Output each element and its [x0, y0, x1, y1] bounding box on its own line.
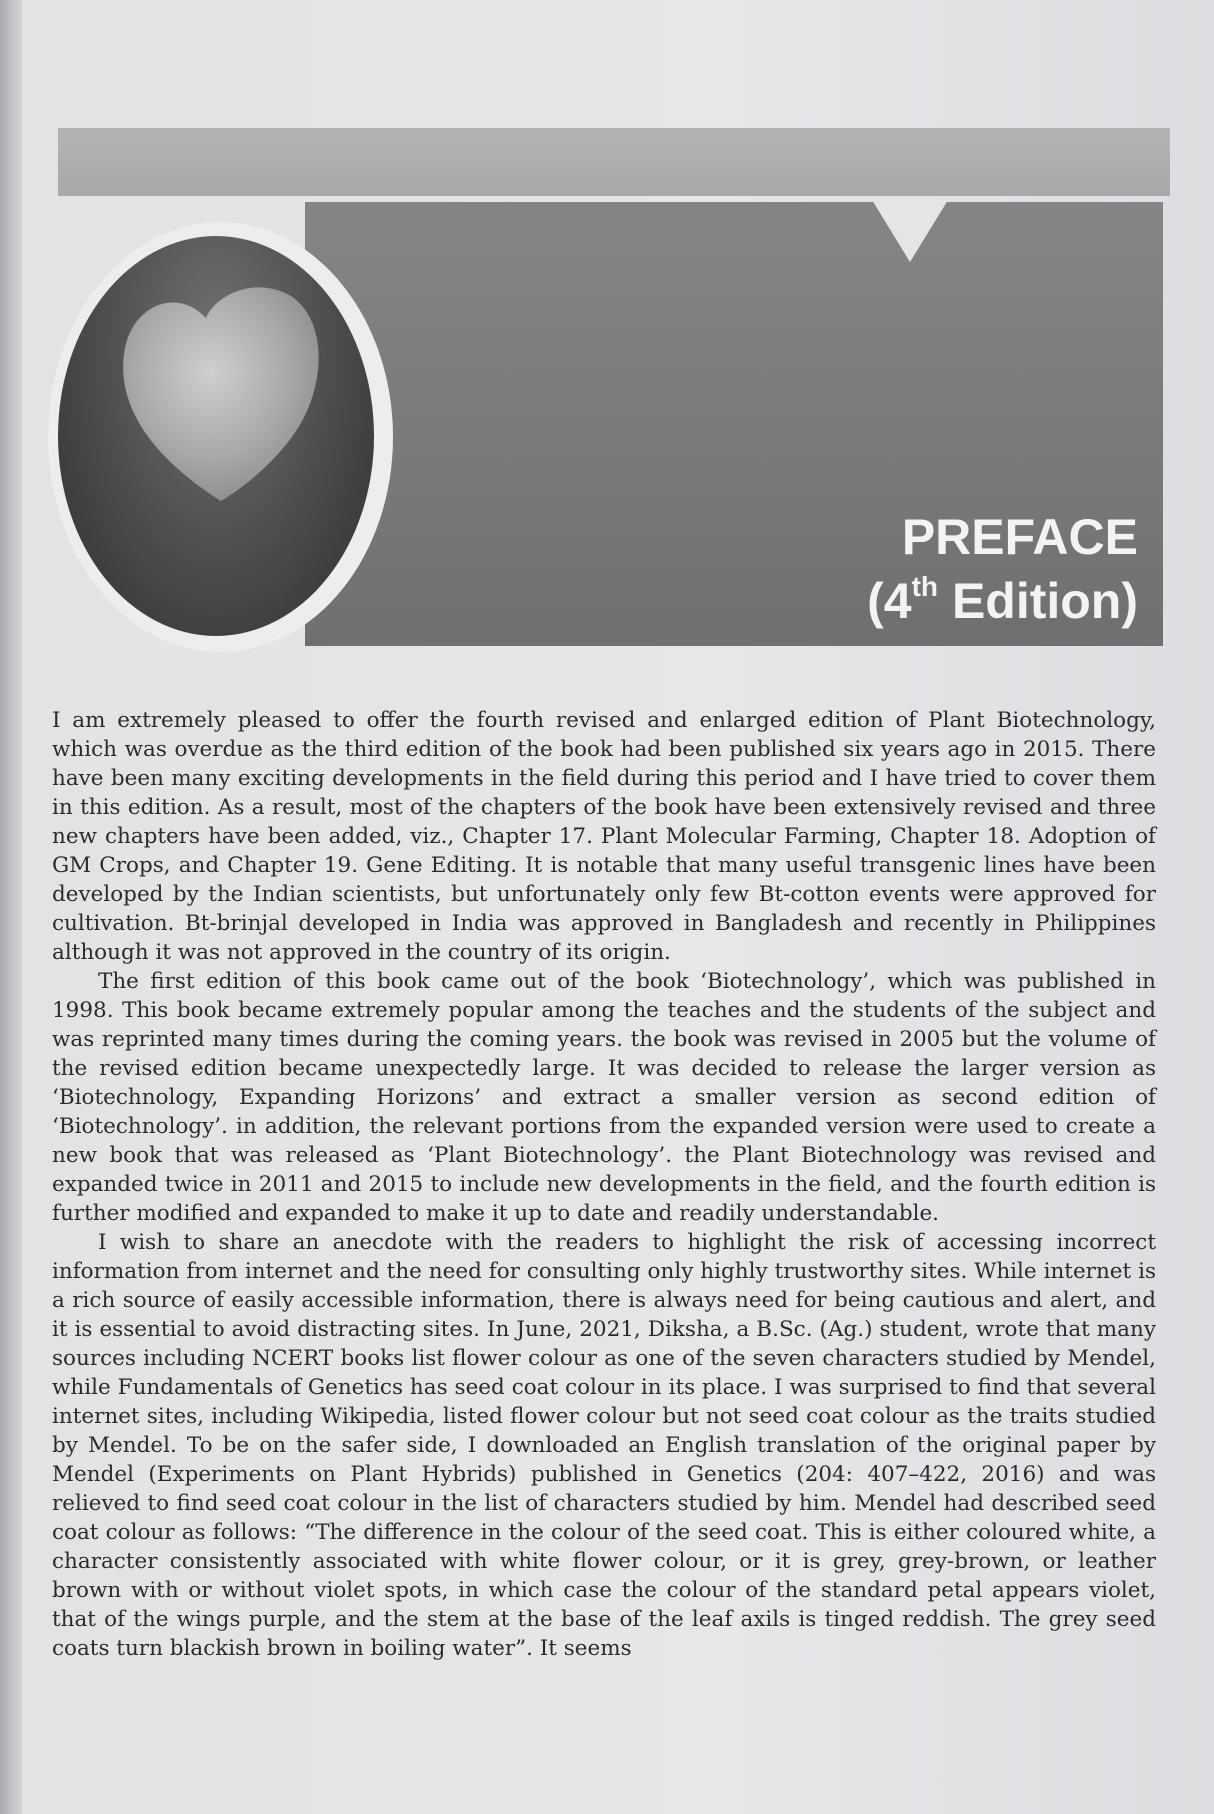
edition-prefix: (4	[867, 573, 912, 629]
edition-ordinal: th	[911, 571, 939, 602]
heart-photo	[58, 236, 374, 636]
edition-subtitle	[867, 569, 1138, 633]
preface-body	[52, 706, 1156, 1663]
book-spine-shadow	[0, 0, 22, 1814]
heart-icon	[106, 266, 336, 516]
paragraph-3: I wish to share an anecdote with the readers to highlight the risk of accessing incorrect information from internet and the need for consulting only highly trustworthy sites. While internet is a rich source of easily accessible information, there is always need for being cautious and alert, and it is essential to avoid distracting sites. In June, 2021, Diksha, a B.Sc. (Ag.) student, wrote that many sources including NCERT books list flower colour as one of the seven characters studied by Mendel, while Fundamentals of Genetics has seed coat colour in its place. I was surprised to find that several internet sites, including Wikipedia, listed flower colour but not seed coat colour as the traits studied by Mendel. To be on the safer side, I downloaded an English translation of the original paper by Mendel (Experiments on Plant Hybrids) published in Genetics (204: 407–422, 2016) and was relieved to find seed coat colour in the list of characters studied by him. Mendel had described seed coat colour as follows: “The difference in the colour of the seed coat. This is either coloured white, a character consistently associated with white flower colour, or it is grey, grey-brown, or leather brown with or without violet spots, in which case the colour of the standard petal appears violet, that of the wings purple, and the stem at the base of the leaf axils is tinged reddish. The grey seed coats turn blackish brown in boiling water”. It seems	[52, 1230, 1156, 1661]
edition-suffix: Edition)	[938, 573, 1138, 629]
paragraph-2: The first edition of this book came out of the book ‘Biotechnology’, which was published in 1998. This book became extremely popular among the teaches and the students of the subject and was reprinted many times during the coming years. the book was revised in 2005 but the volume of the revised edition became unexpectedly large. It was decided to release the larger version as ‘Biotechnology, Expanding Horizons’ and extract a smaller version as second edition of ‘Biotechnology’. in addition, the relevant portions from the expanded version were used to create a new book that was released as ‘Plant Biotechnology’. the Plant Biotechnology was revised and expanded twice in 2011 and 2015 to include new developments in the field, and the fourth edition is further modified and expanded to make it up to date and readily understandable.	[52, 969, 1156, 1226]
paragraph-1: I am extremely pleased to offer the fourth revised and enlarged edition of Plant Biotechnology, which was overdue as the third edition of the book had been published six years ago in 2015. There have been many exciting developments in the field during this period and I have tried to cover them in this edition. As a result, most of the chapters of the book have been extensively revised and three new chapters have been added, viz., Chapter 17. Plant Molecular Farming, Chapter 18. Adoption of GM Crops, and Chapter 19. Gene Editing. It is notable that many useful transgenic lines have been developed by the Indian scientists, but unfortunately only few Bt-cotton events were approved for cultivation. Bt-brinjal developed in India was approved in Bangladesh and recently in Philippines although it was not approved in the country of its origin.	[52, 708, 1156, 965]
header-band	[58, 128, 1170, 196]
panel-notch	[872, 200, 948, 262]
preface-heading	[867, 505, 1138, 633]
page-title: PREFACE	[901, 509, 1138, 565]
